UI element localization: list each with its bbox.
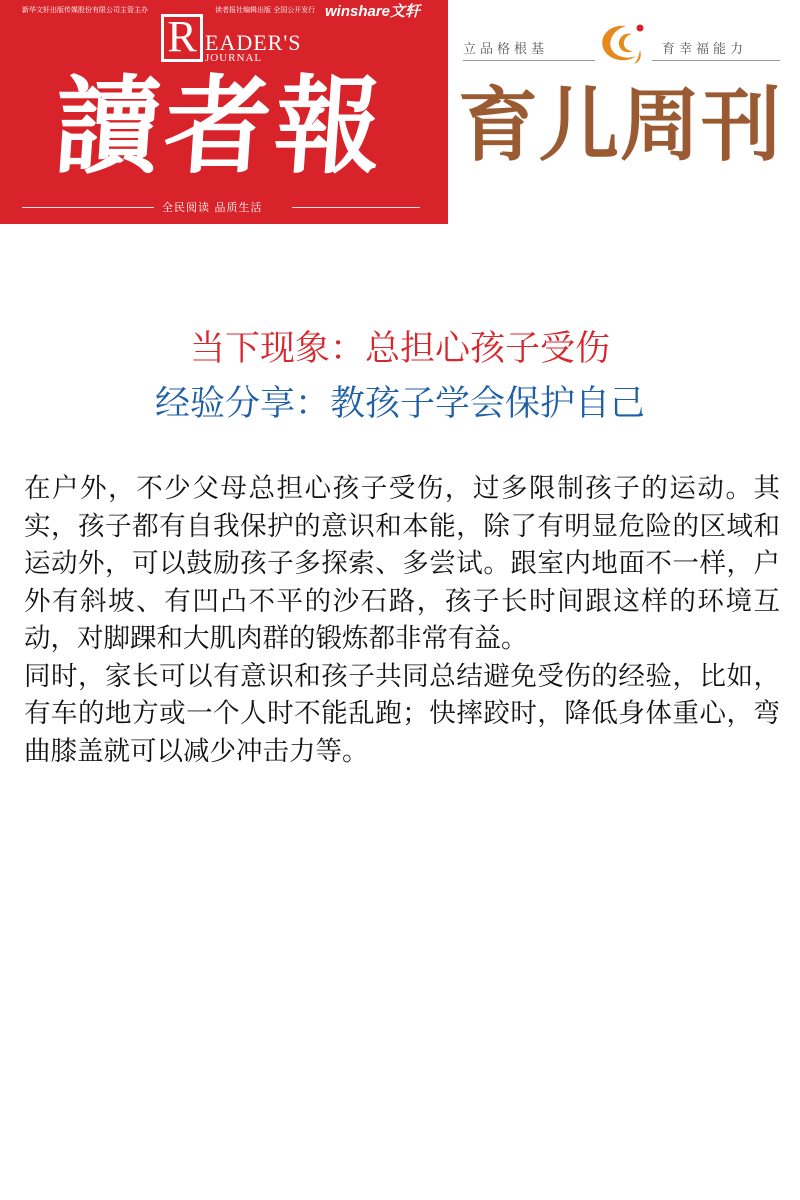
tagline-rule-left [463,60,595,61]
article-paragraph-2: 同时，家长可以有意识和孩子共同总结避免受伤的经验，比如，有车的地方或一个人时不能乱跑；快摔跤时，降低身体重心，弯曲膝盖就可以减少冲击力等。 [24,660,780,767]
weekly-swirl-logo-icon [596,20,650,66]
weekly-title: 育儿周刊 [458,79,782,172]
readers-journal-chinese-brand: 讀者報 [50,63,390,188]
experience-heading: 经验分享：教孩子学会保护自己 [154,384,645,424]
publisher-line: 新华文轩出版传媒股份有限公司主管主办 [22,6,148,14]
tagline-rule-right [652,60,780,61]
phenomenon-heading: 当下现象：总担心孩子受伤 [189,329,610,369]
weekly-tagline-right: 育幸福能力 [662,42,748,57]
weekly-tagline-left: 立品格根基 [463,42,549,57]
readers-journal-masthead [0,0,448,224]
readers-journal-r-letter: R [167,12,197,61]
readers-journal-r-box [161,14,203,62]
readers-journal-english-subtitle: JOURNAL [205,52,263,64]
article-body [24,470,780,770]
article-paragraph-1: 在户外，不少父母总担心孩子受伤，过多限制孩子的运动。其实，孩子都有自我保护的意识和本能，除了有明显危险的区域和运动外，可以鼓励孩子多探索、多尝试。跟室内地面不一样，户外有斜坡、有凹凸不平的沙石路，孩子长时间跟这样的环境互动，对脚踝和大肌肉群的锻炼都非常有益。 [24,473,780,654]
masthead-slogan: 全民阅读 品质生活 [162,201,263,214]
winshare-logo: winshare文轩 [325,3,421,20]
distribution-line: 读者报社编辑出版 全国公开发行 [215,6,316,14]
readers-journal-english-name: EADER'S [205,30,302,55]
slogan-divider-left [22,207,154,208]
slogan-divider-right [292,207,420,208]
